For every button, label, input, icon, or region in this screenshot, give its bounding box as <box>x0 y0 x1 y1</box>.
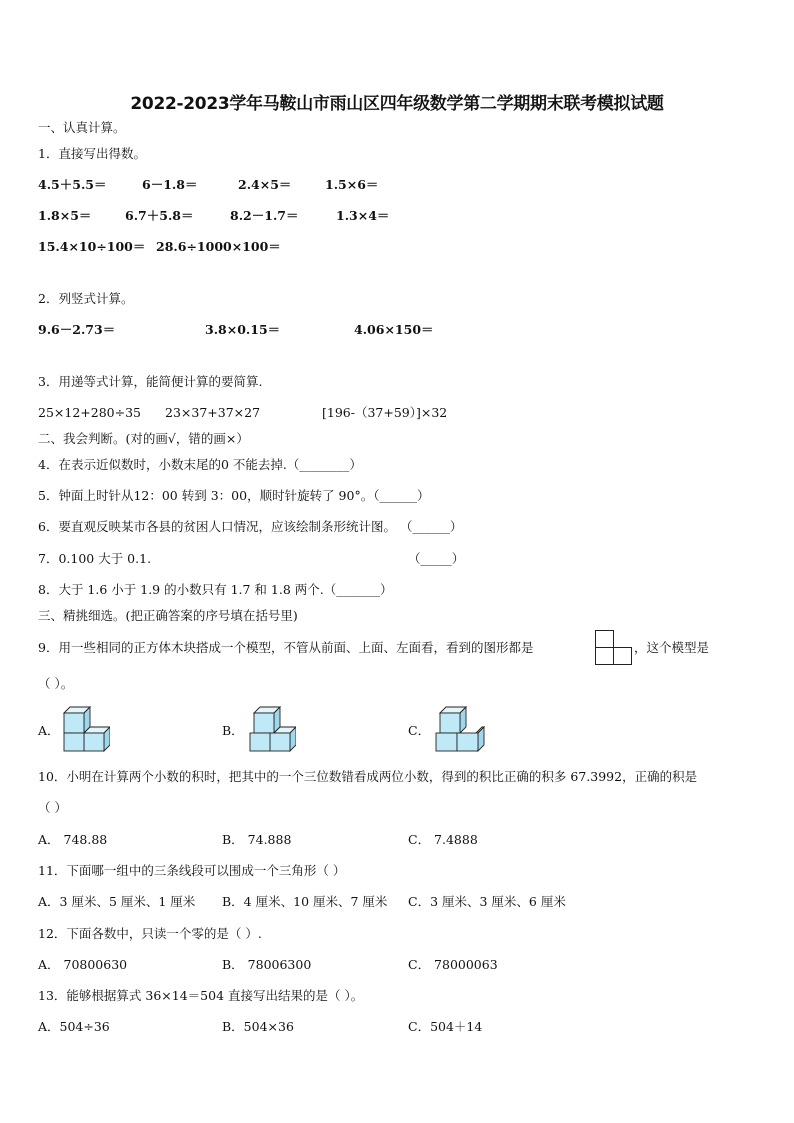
view-shape-figure <box>595 630 633 666</box>
section-heading-2: 二、我会判断。(对的画√，错的画×） <box>38 431 249 446</box>
question-11-stem: 11．下面哪一组中的三条线段可以围成一个三角形（ ） <box>38 863 346 878</box>
section-heading-3: 三、精挑细选。(把正确答案的序号填在括号里) <box>38 608 298 623</box>
question-7: 7．0.100 大于 0.1. <box>38 551 152 566</box>
question-4: 4．在表示近似数时，小数末尾的0 不能去掉.（________） <box>38 457 362 472</box>
calc-item: [196-（37+59）]×32 <box>322 405 448 420</box>
calc-item: 8.2－1.7＝ <box>230 208 299 223</box>
question-6: 6．要直观反映某市各县的贫困人口情况，应该绘制条形统计图。 （______） <box>38 519 463 534</box>
calc-item: 3.8×0.15＝ <box>205 322 281 337</box>
option-c: C． 78000063 <box>408 957 498 972</box>
option-c: C．3 厘米、3 厘米、6 厘米 <box>408 894 566 909</box>
question-8: 8．大于 1.6 小于 1.9 的小数只有 1.7 和 1.8 两个.（_______） <box>38 582 393 597</box>
cube-model-c <box>434 706 486 752</box>
question-3-stem: 3．用递等式计算，能简便计算的要简算. <box>38 374 263 389</box>
option-a-label: A． <box>38 723 60 738</box>
calc-item: 6－1.8＝ <box>142 177 198 192</box>
option-a: A． 70800630 <box>38 957 128 972</box>
option-b: B． 78006300 <box>222 957 312 972</box>
option-b: B．504×36 <box>222 1019 294 1034</box>
calc-item: 4.5＋5.5＝ <box>38 177 107 192</box>
calc-item: 6.7＋5.8＝ <box>125 208 194 223</box>
calc-item: 23×37+37×27 <box>165 405 261 420</box>
option-a: A． 748.88 <box>38 832 108 847</box>
option-b-label: B． <box>222 723 244 738</box>
calc-item: 2.4×5＝ <box>238 177 292 192</box>
calc-item: 28.6÷1000×100＝ <box>156 239 281 254</box>
calc-item: 9.6－2.73＝ <box>38 322 116 337</box>
option-b: B．4 厘米、10 厘米、7 厘米 <box>222 894 388 909</box>
question-1-stem: 1．直接写出得数。 <box>38 146 146 161</box>
option-c: C． 7.4888 <box>408 832 478 847</box>
question-13-stem: 13．能够根据算式 36×14＝504 直接写出结果的是（ ）。 <box>38 988 364 1003</box>
question-9-stem: 9．用一些相同的正方体木块搭成一个模型，不管从前面、上面、左面看，看到的图形都是 <box>38 640 534 655</box>
option-b: B． 74.888 <box>222 832 292 847</box>
calc-item: 4.06×150＝ <box>354 322 434 337</box>
section-heading-1: 一、认真计算。 <box>38 120 126 135</box>
option-a: A．504÷36 <box>38 1019 110 1034</box>
option-a: A．3 厘米、5 厘米、1 厘米 <box>38 894 196 909</box>
question-9-stem-end: ，这个模型是 <box>634 640 710 655</box>
page-title: 2022-2023学年马鞍山市雨山区四年级数学第二学期期末联考模拟试题 <box>130 94 664 114</box>
calc-item: 25×12+280÷35 <box>38 405 141 420</box>
calc-item: 1.3×4＝ <box>336 208 390 223</box>
calc-item: 1.8×5＝ <box>38 208 92 223</box>
cube-model-a <box>62 706 110 752</box>
answer-paren: （ ）。 <box>38 676 74 691</box>
question-2-stem: 2．列竖式计算。 <box>38 291 134 306</box>
question-10-stem: 10．小明在计算两个小数的积时，把其中的一个三位数错看成两位小数，得到的积比正确的积多 67.3992，正确的积是 <box>38 769 698 784</box>
option-c: C．504＋14 <box>408 1019 483 1034</box>
option-c-label: C． <box>408 723 431 738</box>
question-12-stem: 12．下面各数中，只读一个零的是（ ）. <box>38 926 262 941</box>
cube-model-b <box>248 706 296 752</box>
answer-blank: （_____） <box>408 551 465 566</box>
calc-item: 1.5×6＝ <box>325 177 379 192</box>
answer-paren: （ ） <box>38 800 67 815</box>
question-5: 5．钟面上时针从12：00 转到 3：00，顺时针旋转了 90°。（______） <box>38 488 430 503</box>
calc-item: 15.4×10÷100＝ <box>38 239 146 254</box>
